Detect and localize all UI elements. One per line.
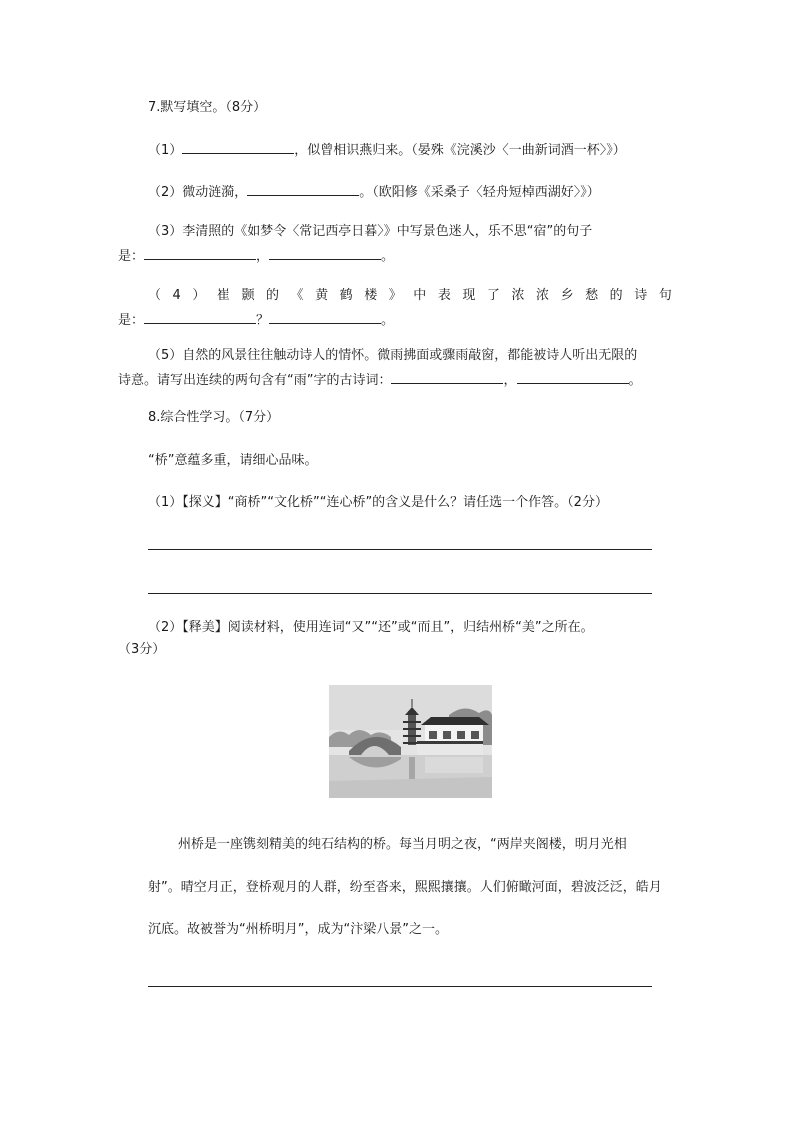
- token: 了: [486, 288, 500, 303]
- item-text: ，似曾相识燕归来。（晏殊《浣溪沙〈一曲新词酒一杯〉》）: [294, 143, 626, 158]
- q7-item-3-line-2: [118, 245, 394, 266]
- token: 鹤: [339, 288, 353, 303]
- token: 乡: [560, 288, 574, 303]
- token: （: [148, 288, 162, 303]
- token: 浓: [511, 288, 525, 303]
- token: 表: [437, 288, 451, 303]
- separator: ，: [503, 373, 517, 388]
- answer-blank-5a[interactable]: [391, 369, 503, 384]
- token: 现: [462, 288, 476, 303]
- item-text: 微动涟漪，: [182, 185, 248, 200]
- q7-item-5-line-2: [118, 369, 642, 390]
- q8-intro: “桥”意蕴多重，请细心品味。: [148, 453, 318, 468]
- q7-item-5-line-1: （5）自然的风景往往触动诗人的情怀。微雨拂面或骤雨敲窗，都能被诗人听出无限的: [148, 348, 638, 363]
- item-number: （1）: [148, 143, 183, 158]
- q8-part-2-line-2: （3分）: [118, 642, 166, 657]
- token: ）: [192, 288, 206, 303]
- token: 崔: [216, 288, 230, 303]
- answer-line-2[interactable]: [148, 593, 652, 594]
- q7-title: 7.默写填空。（8分）: [148, 100, 267, 115]
- answer-blank-1[interactable]: [182, 139, 294, 154]
- q7-item-3-line-1: （3）李清照的《如梦令〈常记西亭日暮〉》中写景色迷人，乐不思“宿”的句子: [148, 224, 593, 239]
- separator: ，: [256, 249, 270, 264]
- end-mark: 。: [381, 249, 395, 264]
- q8-part-2-line-1: （2）【释美】阅读材料，使用连词“又”“还”或“而且”，归结州桥“美”之所在。: [148, 620, 594, 635]
- q8-title: 8.综合性学习。（7分）: [148, 410, 280, 425]
- token: 诗: [634, 288, 648, 303]
- end-mark: 。: [628, 373, 642, 388]
- q7-item-2: [148, 181, 600, 202]
- token: 的: [609, 288, 623, 303]
- token: 句: [658, 288, 672, 303]
- answer-line-1[interactable]: [148, 549, 652, 550]
- q7-item-4-line-2: [118, 309, 394, 330]
- token: 》: [388, 288, 402, 303]
- token: 中: [413, 288, 427, 303]
- q7-item-4-line-1: [148, 287, 672, 305]
- answer-blank-5b[interactable]: [517, 369, 629, 384]
- material-line-3: 沉底。故被誉为“州桥明月”，成为“汴梁八景”之一。: [148, 922, 448, 937]
- token: 楼: [364, 288, 378, 303]
- item-label: 是：: [118, 249, 145, 264]
- token: 颢: [241, 288, 255, 303]
- answer-blank-3a[interactable]: [144, 245, 256, 260]
- item-text: 。（欧阳修《采桑子〈轻舟短棹西湖好〉》）: [359, 185, 600, 200]
- answer-blank-4a[interactable]: [144, 309, 256, 324]
- material-line-2: 射”。晴空月正，登桥观月的人群，纷至沓来，熙熙攘攘。人们俯瞰河面，碧波泛泛，皓月: [148, 880, 662, 895]
- item-number: （2）: [148, 185, 183, 200]
- token: 的: [266, 288, 280, 303]
- token: 浓: [536, 288, 550, 303]
- end-mark: 。: [381, 313, 395, 328]
- answer-blank-3b[interactable]: [269, 245, 381, 260]
- material-line-1: 州桥是一座镌刻精美的纯石结构的桥。每当月明之夜，“两岸夹阁楼，明月光相: [178, 837, 627, 852]
- answer-line-3[interactable]: [148, 986, 652, 987]
- answer-blank-4b[interactable]: [269, 309, 381, 324]
- token: 4: [172, 288, 181, 303]
- token: 《: [290, 288, 304, 303]
- bridge-photo: [329, 685, 492, 798]
- separator: ？: [256, 313, 270, 328]
- answer-blank-2[interactable]: [247, 181, 359, 196]
- item-label: 是：: [118, 313, 145, 328]
- q7-item-1: [148, 139, 626, 160]
- item-text: 诗意。请写出连续的两句含有“雨”字的古诗词：: [118, 373, 392, 388]
- q8-part-1: （1）【探义】“商桥”“文化桥”“连心桥”的含义是什么？请任选一个作答。（2分）: [148, 495, 608, 510]
- token: 黄: [315, 288, 329, 303]
- token: 愁: [585, 288, 599, 303]
